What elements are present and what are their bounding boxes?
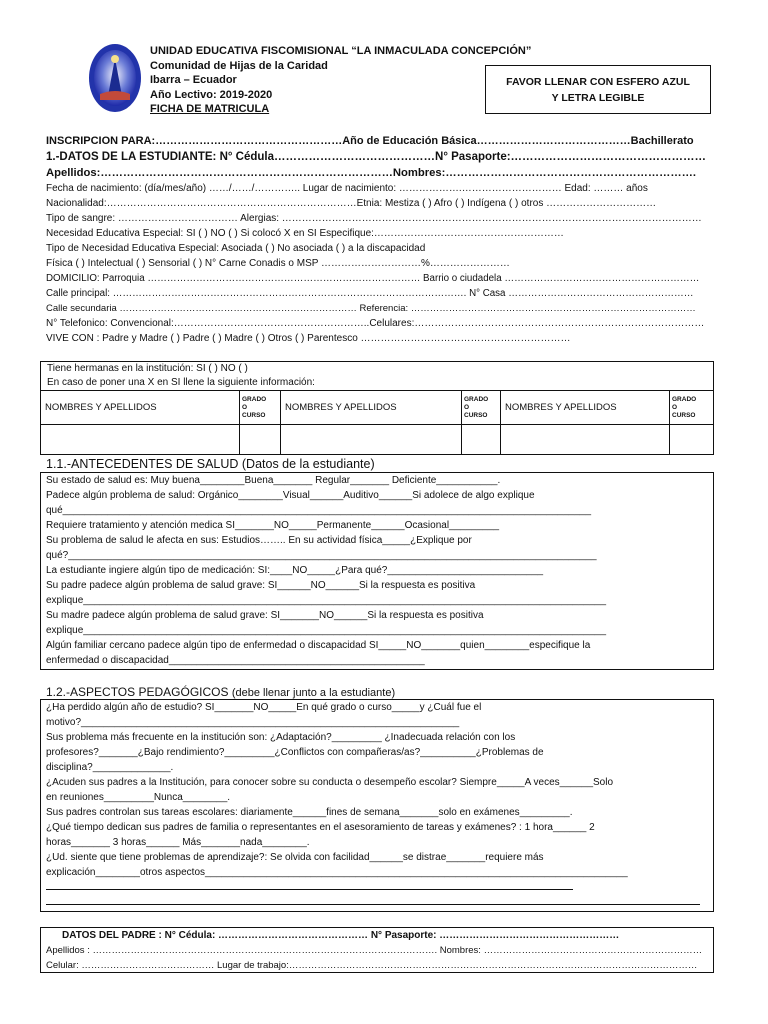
table-row[interactable] [41,425,714,455]
student-row[interactable]: Calle principal: ………………………………………………………………………………………………. N° Casa ………………………………………………… [46,288,694,299]
student-data-title[interactable]: 1.-DATOS DE LA ESTUDIANTE: N° Cédula……………………………………N° Pasaporte:…………………………………………… [46,151,707,163]
table-header-row [41,391,714,425]
school-city: Ibarra – Ecuador [150,74,237,86]
siblings-instruction: En caso de poner una X en SI llene la siguiente información: [47,377,315,388]
siblings-table [40,390,714,455]
sibling-grade-cell[interactable] [462,425,501,455]
pedagogic-line[interactable]: en reuniones_________Nunca________. [46,792,231,803]
father-line[interactable]: Apellidos : ………………………………………………………………………………………………. Nombres: …………………………………………………………… [46,945,703,956]
sibling-name-cell[interactable] [501,425,670,455]
col-name: NOMBRES Y APELLIDOS [281,391,462,425]
pedagogic-line[interactable]: profesores?_______¿Bajo rendimiento?_________¿Conflictos con compañeras/as?__________¿Problemas de [46,747,544,758]
school-community: Comunidad de Hijas de la Caridad [150,59,328,72]
pedagogic-line[interactable]: Sus padres controlan sus tareas escolares: diariamente______fines de semana_______solo en exámenes_________. [46,807,573,818]
col-name: NOMBRES Y APELLIDOS [501,391,670,425]
pedagogic-line[interactable]: explicación________otros aspectos____________________________________________________________________________ [46,867,628,878]
school-year: Año Lectivo: 2019-2020 [150,88,273,101]
student-row[interactable]: Necesidad Educativa Especial: SI ( ) NO ( ) Si colocó X en SI Especifique:………………………………………………… [46,228,564,239]
health-line[interactable]: Su madre padece algún problema de salud grave: SI_______NO______Si la respuesta es positiva [46,610,484,621]
student-row[interactable]: N° Telefonico: Convencional:…………………………………………………..Celulares:…………………………………………………………………………… [46,318,705,329]
inscripcion-line[interactable]: INSCRIPCION PARA:……………………………………………Año de Educación Básica……………………………………Bachillerato [46,135,694,147]
pedagogic-line[interactable]: horas_______ 3 horas______ Más_______nada________. [46,837,310,848]
student-row[interactable]: Fecha de nacimiento: (día/mes/año) ……/……/………….. Lugar de nacimiento: ……………….………………………… Edad: ……… años [46,183,648,194]
health-line[interactable]: explique______________________________________________________________________________________________ [46,595,607,606]
pedagogic-section-title: 1.2.-ASPECTOS PEDAGÓGICOS (debe llenar junto a la estudiante) [46,685,396,699]
student-row[interactable]: Tipo de Necesidad Educativa Especial: Asociada ( ) No asociada ( ) a la discapacidad [46,243,426,254]
sibling-name-cell[interactable] [41,425,240,455]
student-row[interactable]: Nacionalidad:…………………………………………………………………Etnia: Mestiza ( ) Afro ( ) Indígena ( ) otros …………………………… [46,198,657,209]
health-line[interactable]: Padece algún problema de salud: Orgánico________Visual______Auditivo______Si adolece de algo explique [46,490,535,501]
sibling-grade-cell[interactable] [670,425,714,455]
pedagogic-line[interactable]: ¿Acuden sus padres a la Institución, para conocer sobre su conducta o desempeño escolar? Siempre_____A veces______Solo [46,777,614,788]
student-row[interactable]: DOMICILIO: Parroquia ………………………………………………………………………… Barrio o ciudadela …………………………………………………… [46,273,700,284]
pedagogic-line[interactable]: ¿Ha perdido algún año de estudio? SI_______NO_____En qué grado o curso_____y ¿Cuál fue el [46,702,482,713]
col-name: NOMBRES Y APELLIDOS [41,391,240,425]
pedagogic-line[interactable]: Sus problema más frecuente en la institución son: ¿Adaptación?_________ ¿Inadecuada relación con los [46,732,516,743]
health-line[interactable]: qué_______________________________________________________________________________________________ [46,505,592,516]
health-line[interactable]: explique______________________________________________________________________________________________ [46,625,607,636]
col-grade: GRADO O CURSO [670,391,714,425]
school-logo-icon [88,42,142,114]
health-line[interactable]: Su problema de salud le afecta en sus: Estudios…….. En su actividad física_____¿Explique por [46,535,472,546]
student-row[interactable]: Tipo de sangre: ……………………………… Alergias: ……………………………………………………………………………………………………………… [46,213,702,224]
health-line[interactable]: Su estado de salud es: Muy buena________Buena_______ Regular_______ Deficiente___________. [46,475,501,486]
ink-notice-box [485,65,711,114]
student-row[interactable]: Calle secundaria ………………………………………………………………… Referencia: ……………………………………………………………………………… [46,303,696,314]
school-name: UNIDAD EDUCATIVA FISCOMISIONAL “LA INMACULADA CONCEPCIÓN” [150,45,532,57]
student-row[interactable]: VIVE CON : Padre y Madre ( ) Padre ( ) Madre ( ) Otros ( ) Parentesco ……………………………………………………… [46,333,571,344]
pedagogic-line[interactable]: motivo?____________________________________________________________________ [46,717,460,728]
sibling-name-cell[interactable] [281,425,462,455]
student-row[interactable]: Física ( ) Intelectual ( ) Sensorial ( ) N° Carne Conadis o MSP …………………………%…………………… [46,258,510,269]
siblings-question[interactable]: Tiene hermanas en la institución: SI ( ) NO ( ) [47,363,248,374]
pedagogic-line[interactable]: ¿Ud. siente que tiene problemas de aprendizaje?: Se olvida con facilidad______se distrae_______requiere más [46,852,544,863]
col-grade: GRADO O CURSO [462,391,501,425]
father-line[interactable]: Celular: …………………………………… Lugar de trabajo:………………………………………………………………………………………………………………… [46,960,698,971]
answer-line[interactable] [46,904,700,905]
pedagogic-line[interactable]: disciplina?______________. [46,762,174,773]
health-line[interactable]: La estudiante ingiere algún tipo de medicación: SI:____NO_____¿Para qué?____________________________ [46,565,544,576]
pedagogic-line[interactable]: ¿Qué tiempo dedican sus padres de familia o representantes en el asesoramiento de tareas y exámenes? : 1 hora______ 2 [46,822,595,833]
form-title: FICHA DE MATRICULA [150,103,270,115]
answer-line[interactable] [46,889,573,890]
pedagogic-box [40,699,714,912]
health-section-title: 1.1.-ANTECEDENTES DE SALUD (Datos de la estudiante) [46,457,375,471]
health-line[interactable]: enfermedad o discapacidad______________________________________________ [46,655,425,666]
sibling-grade-cell[interactable] [240,425,281,455]
col-grade: GRADO O CURSO [240,391,281,425]
school-header [150,44,531,117]
student-names-line[interactable]: Apellidos:……………………………………………………………………Nombres:…………………………………………………………. [46,167,697,179]
ink-notice: FAVOR LLENAR CON ESFERO AZUL Y LETRA LEGIBLE [506,75,690,104]
health-line[interactable]: Su padre padece algún problema de salud grave: SI______NO______Si la respuesta es positiva [46,580,476,591]
health-line[interactable]: Requiere tratamiento y atención medica SI_______NO_____Permanente______Ocasional_________ [46,520,500,531]
health-line[interactable]: qué?_______________________________________________________________________________________________ [46,550,597,561]
health-line[interactable]: Algún familiar cercano padece algún tipo de enfermedad o discapacidad SI_____NO_______quien________especifique la [46,640,591,651]
father-title[interactable]: DATOS DEL PADRE : N° Cédula: ……………………………………… N° Pasaporte: ……………………………………………… [62,930,620,941]
